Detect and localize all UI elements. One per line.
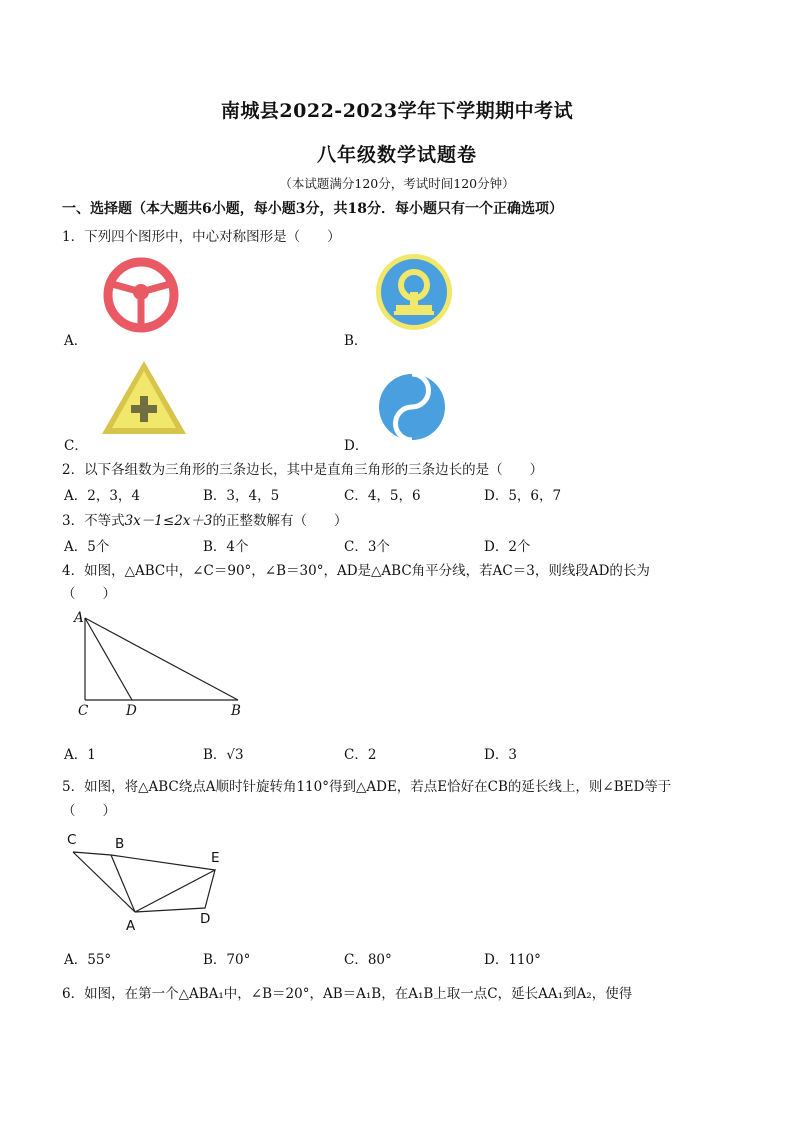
- q4-triangle-figure: [70, 610, 250, 722]
- q3-inequality: 3x－1≤2x＋3: [124, 513, 213, 529]
- warning-triangle-plus-icon: [100, 358, 188, 436]
- question-4-paren: （ ）: [62, 586, 116, 602]
- q1-option-b-label[interactable]: B．: [344, 333, 368, 349]
- railway-logo-icon: [374, 252, 454, 332]
- q1-option-a-label[interactable]: A．: [64, 333, 88, 349]
- circle-swirl-icon: [378, 373, 446, 441]
- q2-option-b[interactable]: B．3，4，5: [203, 488, 280, 504]
- q5-rotation-figure: [60, 830, 240, 940]
- q4-label-b: B: [231, 703, 241, 719]
- q4-label-c: C: [78, 703, 89, 719]
- q4-label-a: A: [74, 610, 84, 626]
- question-6-stem: 6．如图，在第一个△ABA₁中，∠B＝20°，AB＝A₁B，在A₁B上取一点C，延长AA₁到A₂，使得: [62, 986, 633, 1002]
- q3-option-d[interactable]: D．2个: [484, 539, 531, 555]
- section-heading: 一、选择题（本大题共6小题，每小题3分，共18分．每小题只有一个正确选项）: [62, 201, 563, 217]
- q3-option-c[interactable]: C．3个: [344, 539, 390, 555]
- q5-label-c: C: [67, 832, 77, 848]
- question-2-stem: 2．以下各组数为三角形的三条边长，其中是直角三角形的三条边长的是（ ）: [62, 462, 544, 478]
- q5-label-d: D: [200, 911, 211, 927]
- q3-option-a[interactable]: A．5个: [64, 539, 110, 555]
- question-5-paren: （ ）: [62, 803, 116, 819]
- q4-option-d[interactable]: D．3: [484, 747, 517, 763]
- q4-option-b[interactable]: B．√3: [203, 747, 244, 763]
- q5-option-c[interactable]: C．80°: [344, 952, 392, 968]
- q5-triangle-abc: [73, 852, 135, 912]
- q2-option-c[interactable]: C．4，5，6: [344, 488, 421, 504]
- steering-wheel-icon: [102, 256, 180, 334]
- q4-option-c[interactable]: C．2: [344, 747, 377, 763]
- q2-option-a[interactable]: A．2，3，4: [64, 488, 141, 504]
- q5-label-a: A: [126, 918, 136, 934]
- question-1-stem: 1．下列四个图形中，中心对称图形是（ ）: [62, 229, 341, 245]
- exam-title: 南城县2022-2023学年下学期期中考试: [220, 100, 574, 122]
- q5-option-b[interactable]: B．70°: [203, 952, 251, 968]
- question-5-stem: 5．如图，将△ABC绕点A顺时针旋转角110°得到△ADE，若点E恰好在CB的延长线上，则∠BED等于: [62, 779, 672, 795]
- q5-triangle-ade: [135, 870, 215, 912]
- q3-option-b[interactable]: B．4个: [203, 539, 249, 555]
- q5-label-b: B: [115, 836, 125, 852]
- q1-option-d-label[interactable]: D．: [344, 438, 369, 454]
- q1-option-c-label[interactable]: C．: [64, 438, 88, 454]
- exam-subtitle: 八年级数学试题卷: [316, 144, 477, 166]
- q3-stem-pre: 3．不等式: [62, 513, 125, 529]
- q4-option-a[interactable]: A．1: [64, 747, 96, 763]
- q2-option-d[interactable]: D．5，6，7: [484, 488, 562, 504]
- q4-label-d: D: [126, 703, 137, 719]
- question-3-stem: [62, 509, 348, 529]
- q5-option-a[interactable]: A．55°: [64, 952, 112, 968]
- q5-option-d[interactable]: D．110°: [484, 952, 541, 968]
- exam-note: （本试题满分120分，考试时间120分钟）: [279, 176, 515, 191]
- q5-label-e: E: [211, 850, 220, 866]
- q3-stem-post: 的正整数解有（ ）: [212, 513, 348, 529]
- question-4-stem: 4．如图，△ABC中，∠C＝90°，∠B＝30°，AD是△ABC角平分线，若AC＝3，则线段AD的长为: [62, 563, 650, 579]
- q5-segment-be: [111, 855, 215, 870]
